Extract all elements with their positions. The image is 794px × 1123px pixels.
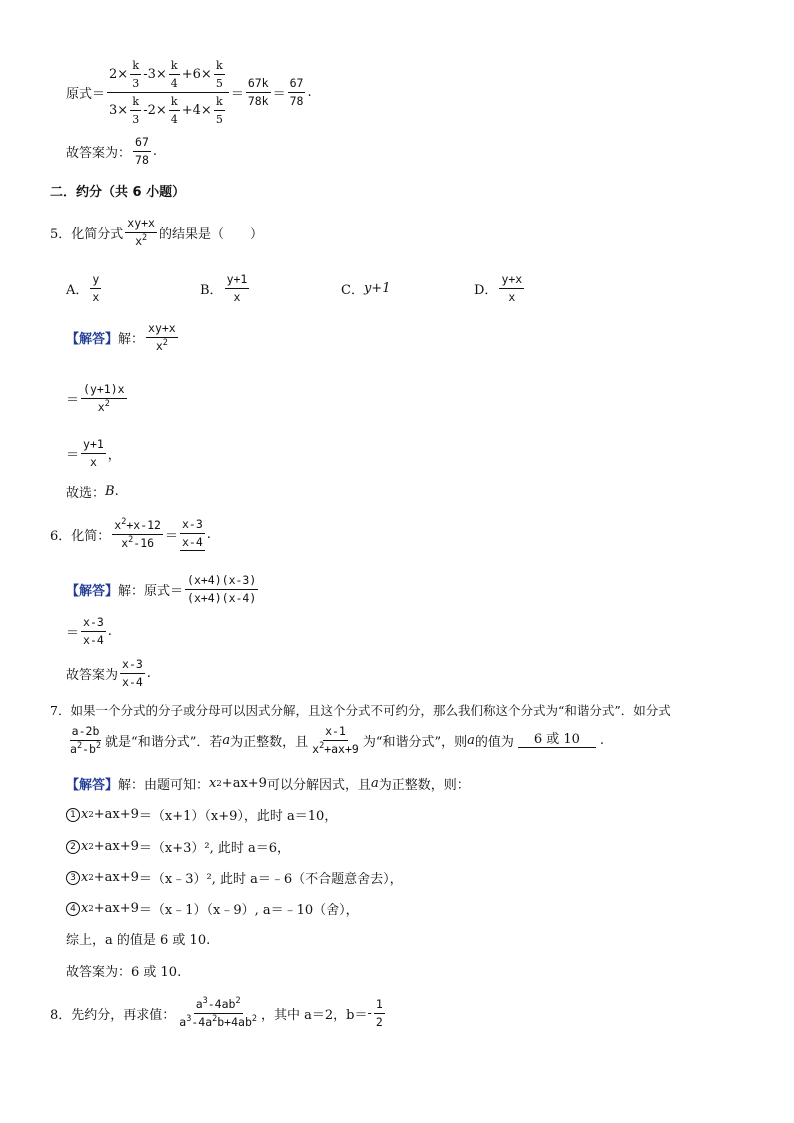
option-b[interactable]: B． $\frac{y+1}{x}$ bbox=[200, 272, 248, 304]
q7-case-2: 2 x 2 +ax+9 ＝（x+3）², 此时 a＝6， bbox=[66, 837, 290, 856]
option-a[interactable]: A． $\frac{y}{x}$ bbox=[66, 272, 100, 304]
q7-summary: 综上，a 的值是 6 或 10. bbox=[66, 933, 211, 948]
question-7-line1: 7．如果一个分式的分子或分母可以因式分解，且这个分式不可约分，那么我们称这个分式为“和谐分式”．如分式 bbox=[50, 703, 671, 718]
q5-solution-step1: 【解答】 解： $\frac{xy+x}{x^2}$ bbox=[66, 321, 176, 353]
q7-answer-blank: 6 或 10 bbox=[518, 733, 596, 748]
fraction-67k-78k: $\frac{67k}{78k}$ bbox=[247, 76, 269, 108]
question-5: 5．化简分式 $\frac{xy+x}{x^2}$ 的结果是（ ） bbox=[50, 216, 263, 248]
q5-choice: 故选： B . bbox=[66, 484, 119, 501]
q6-answer: 故答案为 $\frac{x-3}{x-4}$ . bbox=[66, 657, 151, 689]
q7-case-4: 4 x 2 +ax+9 ＝（x﹣1）（x﹣9）, a＝﹣10（舍）， bbox=[66, 899, 359, 918]
answer-4: 故答案为： $\frac{67}{78}$ . bbox=[66, 135, 158, 167]
original-label: 原式＝ bbox=[66, 87, 106, 102]
question-8: 8．先约分，再求值： $\frac{a^3-4ab^2}{a^3-4a^2b+4ab^2}$ ，其中 a＝2，b＝ - $\frac{1}{2}$ bbox=[50, 996, 383, 1029]
question-6: 6．化简： $\frac{x^2+x-12}{x^2-16}$ ＝ $\frac{x-3}{x-4}$ . bbox=[50, 516, 211, 550]
q7-answer: 故答案为：6 或 10. bbox=[66, 965, 182, 980]
q5-solution-step3: ＝ $\frac{y+1}{x}$ ， bbox=[66, 437, 121, 469]
q7-case-3: 3 x 2 +ax+9 ＝（x﹣3）², 此时 a＝﹣6（不合题意舍去）， bbox=[66, 868, 403, 887]
fraction-67-78: $\frac{67}{78}$ bbox=[289, 76, 304, 108]
question-7-line2: $\frac{a-2b}{a^2-b^2}$ 就是“和谐分式”．若 a 为正整数，且 $\frac{x-1}{x^2+ax+9}$ 为“和谐分式”，则 a 的值为 6 或 10 . bbox=[70, 724, 605, 756]
q5-solution-step2: ＝ $\frac{(y+1)x}{x^2}$ bbox=[66, 382, 125, 414]
option-d[interactable]: D． $\frac{y+x}{x}$ bbox=[474, 272, 523, 304]
expression-original: 原式＝ 2× $\frac{k}{3}$ -3× $\frac{k}{4}$ +6× $\frac{k}{5}$ 3× $\frac{k}{3}$ -2× $\frac{k}{4}$ +4× $\frac{k}{5}$ ＝ $\frac{67k}{78k}$ ＝ $\frac{67}{78}$ . bbox=[66, 59, 312, 126]
section-heading: 二．约分（共 6 小题） bbox=[50, 185, 186, 200]
q7-case-1: 1 x 2 +ax+9 ＝（x+1）（x+9），此时 a＝10， bbox=[66, 805, 337, 824]
q6-solution-step2: ＝ $\frac{x-3}{x-4}$ . bbox=[66, 615, 112, 647]
big-fraction bbox=[107, 58, 229, 127]
big-fraction-numerator: 2× $\frac{k}{3}$ -3× $\frac{k}{4}$ +6× $\frac{k}{5}$ bbox=[107, 58, 229, 93]
big-fraction-denominator: 3× $\frac{k}{3}$ -2× $\frac{k}{4}$ +4× $\frac{k}{5}$ bbox=[109, 95, 223, 126]
option-c[interactable]: C． y+1 bbox=[341, 281, 391, 298]
q6-solution-step1: 【解答】 解：原式＝ $\frac{(x+4)(x-3)}{(x+4)(x-4)}$ bbox=[66, 573, 257, 605]
q5-fraction: $\frac{xy+x}{x^2}$ bbox=[127, 216, 155, 248]
q7-solution-intro: 【解答】 解：由题可知： x 2 +ax+9 可以分解因式，且 a 为正整数，则： bbox=[66, 776, 470, 793]
